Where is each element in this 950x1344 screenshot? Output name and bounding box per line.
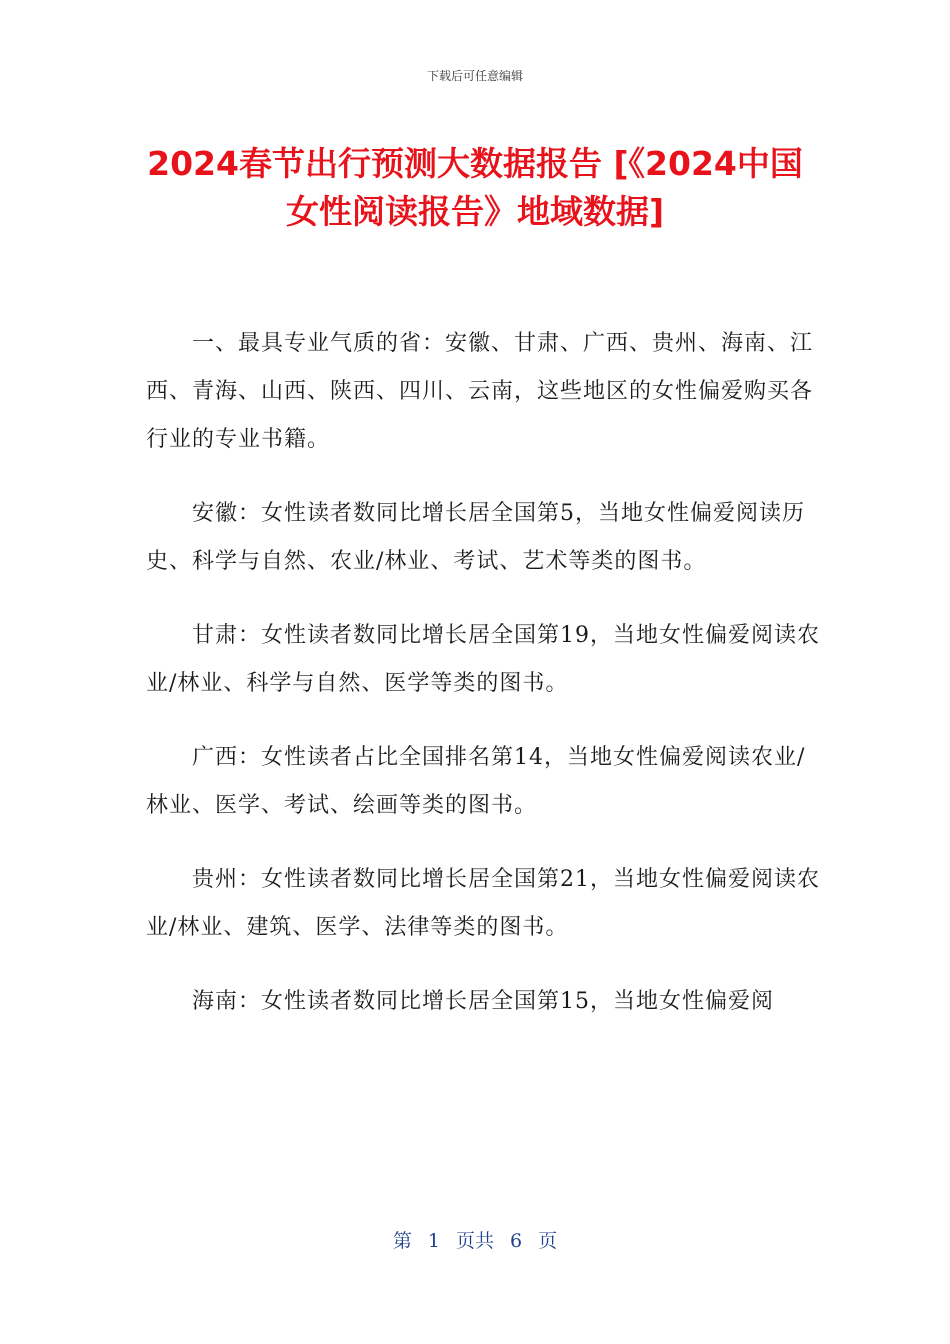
paragraph-guizhou: 贵州：女性读者数同比增长居全国第21，当地女性偏爱阅读农业/林业、建筑、医学、法律等类的图书。 (146, 867, 820, 940)
paragraph-hainan: 海南：女性读者数同比增长居全国第15，当地女性偏爱阅 (192, 989, 774, 1014)
paragraph-anhui: 安徽：女性读者数同比增长居全国第5，当地女性偏爱阅读历史、科学与自然、农业/林业、考试、艺术等类的图书。 (146, 501, 805, 574)
header-note: 下载后可任意编辑 (426, 69, 523, 83)
paragraph-guangxi: 广西：女性读者占比全国排名第14，当地女性偏爱阅读农业/林业、医学、考试、绘画等类的图书。 (146, 745, 806, 818)
document-title: 2024春节出行预测大数据报告 [《2024中国女性阅读报告》地域数据] (147, 144, 803, 231)
paragraph-gansu: 甘肃：女性读者数同比增长居全国第19，当地女性偏爱阅读农业/林业、科学与自然、医学等类的图书。 (146, 623, 820, 696)
page-number-footer: 第 1 页共 6 页 (392, 1230, 558, 1252)
paragraph-intro: 一、最具专业气质的省：安徽、甘肃、广西、贵州、海南、江西、青海、山西、陕西、四川、云南，这些地区的女性偏爱购买各行业的专业书籍。 (146, 331, 814, 452)
document-body (146, 320, 822, 1052)
